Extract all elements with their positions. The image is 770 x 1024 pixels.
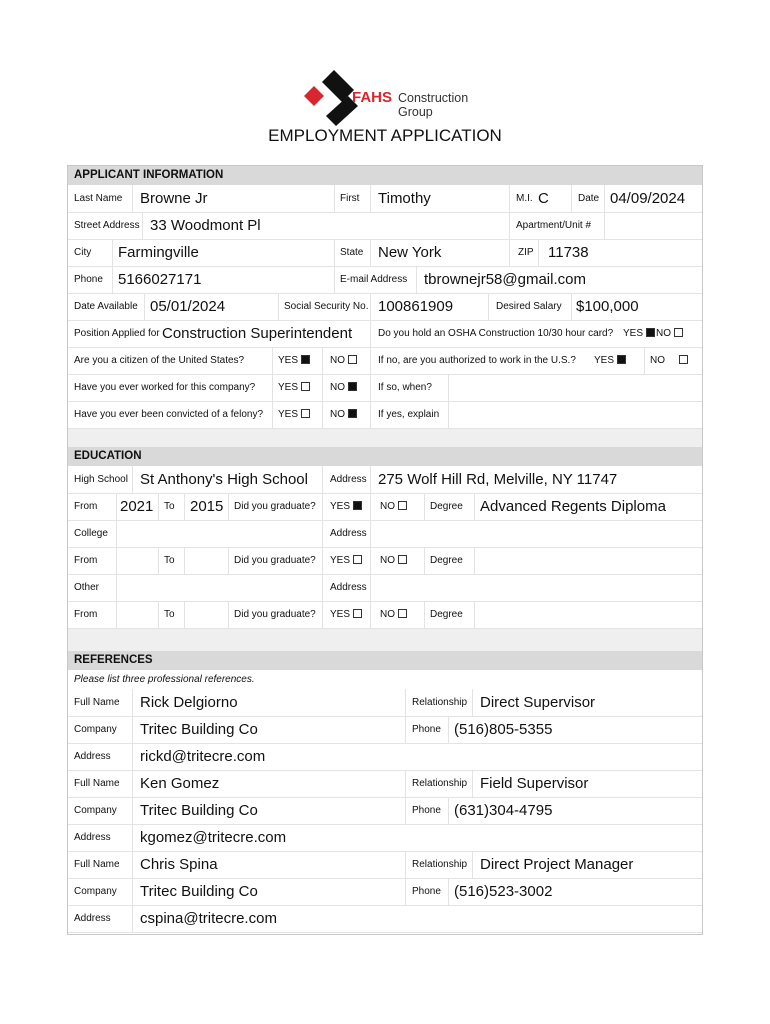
college-to-label: To — [164, 555, 175, 566]
position-field[interactable]: Construction Superintendent — [162, 325, 353, 342]
divider — [472, 689, 473, 716]
zip-field[interactable]: 11738 — [548, 244, 589, 261]
phone-field[interactable]: 5166027171 — [118, 271, 202, 288]
worked-yes-option[interactable] — [278, 382, 310, 393]
college-address-label: Address — [330, 528, 367, 539]
street-label: Street Address — [74, 220, 140, 231]
ref-phone-label: Phone — [412, 886, 441, 897]
row-high-school — [68, 466, 702, 494]
ref-company-field[interactable]: Tritec Building Co — [140, 883, 258, 900]
other-grad-no-label: NO — [380, 609, 395, 620]
osha-yes-checkbox[interactable] — [646, 328, 655, 337]
mi-field[interactable]: C — [538, 190, 549, 207]
authorized-no-option[interactable] — [650, 355, 688, 366]
hs-grad-no-label: NO — [380, 501, 395, 512]
college-grad-yes-checkbox[interactable] — [353, 555, 362, 564]
state-label: State — [340, 247, 364, 258]
row-citizen — [68, 347, 702, 375]
row-worked — [68, 374, 702, 402]
divider — [448, 716, 449, 743]
date-available-field[interactable]: 05/01/2024 — [150, 298, 226, 315]
row-availability — [68, 293, 702, 321]
divider — [448, 797, 449, 824]
ref-relationship-label: Relationship — [412, 859, 468, 870]
hs-grad-yes-label: YES — [330, 501, 351, 512]
ref-relationship-label: Relationship — [412, 778, 468, 789]
worked-no-checkbox[interactable] — [348, 382, 357, 391]
felony-no-label: NO — [330, 409, 345, 420]
ref-name-row — [68, 770, 702, 798]
hs-grad-yes-option[interactable] — [330, 501, 362, 512]
logo-brand-rest: Construction Group — [398, 91, 469, 119]
divider — [448, 878, 449, 905]
citizen-question: Are you a citizen of the United States? — [74, 355, 245, 366]
ref-company-field[interactable]: Tritec Building Co — [140, 802, 258, 819]
hs-graduate-question: Did you graduate? — [234, 501, 316, 512]
ref-address-label: Address — [74, 913, 111, 924]
ref-address-row — [68, 743, 702, 771]
ref-relationship-field[interactable]: Field Supervisor — [480, 775, 589, 792]
divider — [132, 716, 133, 743]
osha-no-checkbox[interactable] — [674, 328, 683, 337]
felony-yes-label: YES — [278, 409, 299, 420]
row-city — [68, 239, 702, 267]
ssn-label: Social Security No. — [284, 301, 369, 312]
authorized-yes-option[interactable] — [594, 355, 626, 366]
worked-no-option[interactable] — [330, 382, 357, 393]
hs-address-field[interactable]: 275 Wolf Hill Rd, Melville, NY 11747 — [378, 471, 618, 488]
felony-yes-checkbox[interactable] — [301, 409, 310, 418]
row-college — [68, 520, 702, 548]
authorized-yes-checkbox[interactable] — [617, 355, 626, 364]
state-field[interactable]: New York — [378, 244, 442, 261]
college-grad-no-label: NO — [380, 555, 395, 566]
other-grad-yes-option[interactable] — [330, 609, 362, 620]
email-field[interactable]: tbrownejr58@gmail.com — [424, 271, 586, 288]
divider — [132, 689, 133, 716]
felony-no-option[interactable] — [330, 409, 357, 420]
divider — [405, 689, 406, 716]
divider — [405, 878, 406, 905]
section-spacer — [68, 429, 702, 447]
college-grad-no-checkbox[interactable] — [398, 555, 407, 564]
apartment-label: Apartment/Unit # — [516, 220, 592, 231]
citizen-yes-checkbox[interactable] — [301, 355, 310, 364]
divider — [132, 905, 133, 932]
ref-address-label: Address — [74, 751, 111, 762]
row-college-dates — [68, 547, 702, 575]
other-grad-yes-checkbox[interactable] — [353, 609, 362, 618]
section-applicant-header: APPLICANT INFORMATION — [68, 166, 702, 185]
worked-question: Have you ever worked for this company? — [74, 382, 256, 393]
last-name-field[interactable]: Browne Jr — [140, 190, 208, 207]
citizen-yes-option[interactable] — [278, 355, 310, 366]
college-from-label: From — [74, 555, 98, 566]
ref-address-field[interactable]: cspina@tritecre.com — [140, 910, 277, 927]
section-spacer — [68, 629, 702, 651]
company-logo — [302, 68, 492, 126]
row-felony — [68, 401, 702, 429]
other-grad-no-option[interactable] — [380, 609, 407, 620]
first-name-field[interactable]: Timothy — [378, 190, 431, 207]
explain-question: If yes, explain — [378, 409, 440, 420]
divider — [405, 716, 406, 743]
divider — [132, 797, 133, 824]
felony-yes-option[interactable] — [278, 409, 310, 420]
divider — [405, 851, 406, 878]
ref-relationship-field[interactable]: Direct Project Manager — [480, 856, 634, 873]
osha-yes-option[interactable] — [623, 328, 655, 339]
date-label: Date — [578, 193, 600, 204]
application-form — [67, 165, 703, 935]
high-school-label: High School — [74, 474, 128, 485]
zip-label: ZIP — [518, 247, 534, 258]
divider — [472, 851, 473, 878]
other-label: Other — [74, 582, 100, 593]
divider — [405, 770, 406, 797]
other-graduate-question: Did you graduate? — [234, 609, 316, 620]
other-from-label: From — [74, 609, 98, 620]
citizen-no-label: NO — [330, 355, 345, 366]
salary-label: Desired Salary — [496, 301, 562, 312]
ref-company-label: Company — [74, 805, 117, 816]
hs-address-label: Address — [330, 474, 367, 485]
osha-no-label: NO — [656, 328, 671, 339]
hs-from-label: From — [74, 501, 98, 512]
hs-from-field[interactable]: 2021 — [120, 498, 154, 515]
row-street — [68, 212, 702, 240]
page-title: EMPLOYMENT APPLICATION — [268, 126, 502, 145]
other-to-label: To — [164, 609, 175, 620]
ref-phone-field[interactable]: (631)304-4795 — [454, 802, 553, 819]
ref-name-row — [68, 851, 702, 879]
ref-company-row — [68, 716, 702, 744]
hs-degree-label: Degree — [430, 501, 463, 512]
divider — [132, 743, 133, 770]
ref-full-name-label: Full Name — [74, 859, 120, 870]
references-note: Please list three professional references. — [74, 674, 255, 685]
felony-question: Have you ever been convicted of a felony? — [74, 409, 264, 420]
divider — [472, 770, 473, 797]
worked-no-label: NO — [330, 382, 345, 393]
other-degree-label: Degree — [430, 609, 463, 620]
college-degree-label: Degree — [430, 555, 463, 566]
ref-name-row — [68, 689, 702, 717]
last-name-label: Last Name — [74, 193, 123, 204]
other-grad-no-checkbox[interactable] — [398, 609, 407, 618]
position-label: Position Applied for — [74, 328, 160, 339]
osha-yes-label: YES — [623, 328, 644, 339]
ref-full-name-label: Full Name — [74, 778, 120, 789]
high-school-field[interactable]: St Anthony's High School — [140, 471, 308, 488]
city-label: City — [74, 247, 92, 258]
ref-full-name-label: Full Name — [74, 697, 120, 708]
college-label: College — [74, 528, 108, 539]
divider — [405, 797, 406, 824]
first-name-label: First — [340, 193, 360, 204]
ref-full-name-field[interactable]: Ken Gomez — [140, 775, 220, 792]
authorized-no-label: NO — [650, 355, 665, 366]
street-field[interactable]: 33 Woodmont Pl — [150, 217, 261, 234]
ref-phone-label: Phone — [412, 805, 441, 816]
worked-yes-label: YES — [278, 382, 299, 393]
email-label: E-mail Address — [340, 274, 408, 285]
hs-to-field[interactable]: 2015 — [190, 498, 224, 515]
citizen-no-option[interactable] — [330, 355, 357, 366]
hs-to-label: To — [164, 501, 175, 512]
ref-company-row — [68, 797, 702, 825]
ref-phone-field[interactable]: (516)805-5355 — [454, 721, 553, 738]
row-hs-dates — [68, 493, 702, 521]
ref-company-label: Company — [74, 886, 117, 897]
row-phone — [68, 266, 702, 294]
row-other-dates — [68, 601, 702, 629]
other-address-label: Address — [330, 582, 367, 593]
authorized-question: If no, are you authorized to work in the U.S.? — [378, 355, 576, 366]
other-grad-yes-label: YES — [330, 609, 351, 620]
ref-full-name-field[interactable]: Rick Delgiorno — [140, 694, 238, 711]
ref-company-label: Company — [74, 724, 117, 735]
row-other — [68, 574, 702, 602]
section-education-header: EDUCATION — [68, 447, 702, 466]
ref-phone-field[interactable]: (516)523-3002 — [454, 883, 553, 900]
ref-address-field[interactable]: rickd@tritecre.com — [140, 748, 266, 765]
college-grad-yes-label: YES — [330, 555, 351, 566]
date-available-label: Date Available — [74, 301, 138, 312]
ref-address-row — [68, 824, 702, 852]
when-question: If so, when? — [378, 382, 432, 393]
authorized-no-checkbox[interactable] — [679, 355, 688, 364]
row-name — [68, 185, 702, 213]
hs-grad-no-option[interactable] — [380, 501, 407, 512]
osha-question: Do you hold an OSHA Construction 10/30 hour card? — [378, 328, 614, 339]
ref-relationship-label: Relationship — [412, 697, 468, 708]
hs-grad-no-checkbox[interactable] — [398, 501, 407, 510]
college-grad-yes-option[interactable] — [330, 555, 362, 566]
logo-brand-bold: FAHS — [352, 89, 393, 106]
hs-degree-field[interactable]: Advanced Regents Diploma — [480, 498, 666, 515]
citizen-yes-label: YES — [278, 355, 299, 366]
authorized-yes-label: YES — [594, 355, 615, 366]
citizen-no-checkbox[interactable] — [348, 355, 357, 364]
phone-label: Phone — [74, 274, 103, 285]
divider — [132, 851, 133, 878]
college-grad-no-option[interactable] — [380, 555, 407, 566]
worked-yes-checkbox[interactable] — [301, 382, 310, 391]
divider — [132, 878, 133, 905]
ref-address-label: Address — [74, 832, 111, 843]
ref-phone-label: Phone — [412, 724, 441, 735]
ssn-field[interactable]: 100861909 — [378, 298, 454, 315]
ref-address-field[interactable]: kgomez@tritecre.com — [140, 829, 287, 846]
divider — [132, 770, 133, 797]
ref-full-name-field[interactable]: Chris Spina — [140, 856, 218, 873]
college-graduate-question: Did you graduate? — [234, 555, 316, 566]
hs-grad-yes-checkbox[interactable] — [353, 501, 362, 510]
felony-no-checkbox[interactable] — [348, 409, 357, 418]
section-references-header: REFERENCES — [68, 651, 702, 670]
ref-company-field[interactable]: Tritec Building Co — [140, 721, 258, 738]
ref-relationship-field[interactable]: Direct Supervisor — [480, 694, 596, 711]
osha-no-option[interactable] — [656, 328, 683, 339]
ref-company-row — [68, 878, 702, 906]
row-position — [68, 320, 702, 348]
ref-address-row — [68, 905, 702, 933]
date-field[interactable]: 04/09/2024 — [610, 190, 686, 207]
city-field[interactable]: Farmingville — [118, 244, 199, 261]
mi-label: M.I. — [516, 193, 533, 204]
salary-field[interactable]: $100,000 — [576, 298, 639, 315]
divider — [132, 824, 133, 851]
